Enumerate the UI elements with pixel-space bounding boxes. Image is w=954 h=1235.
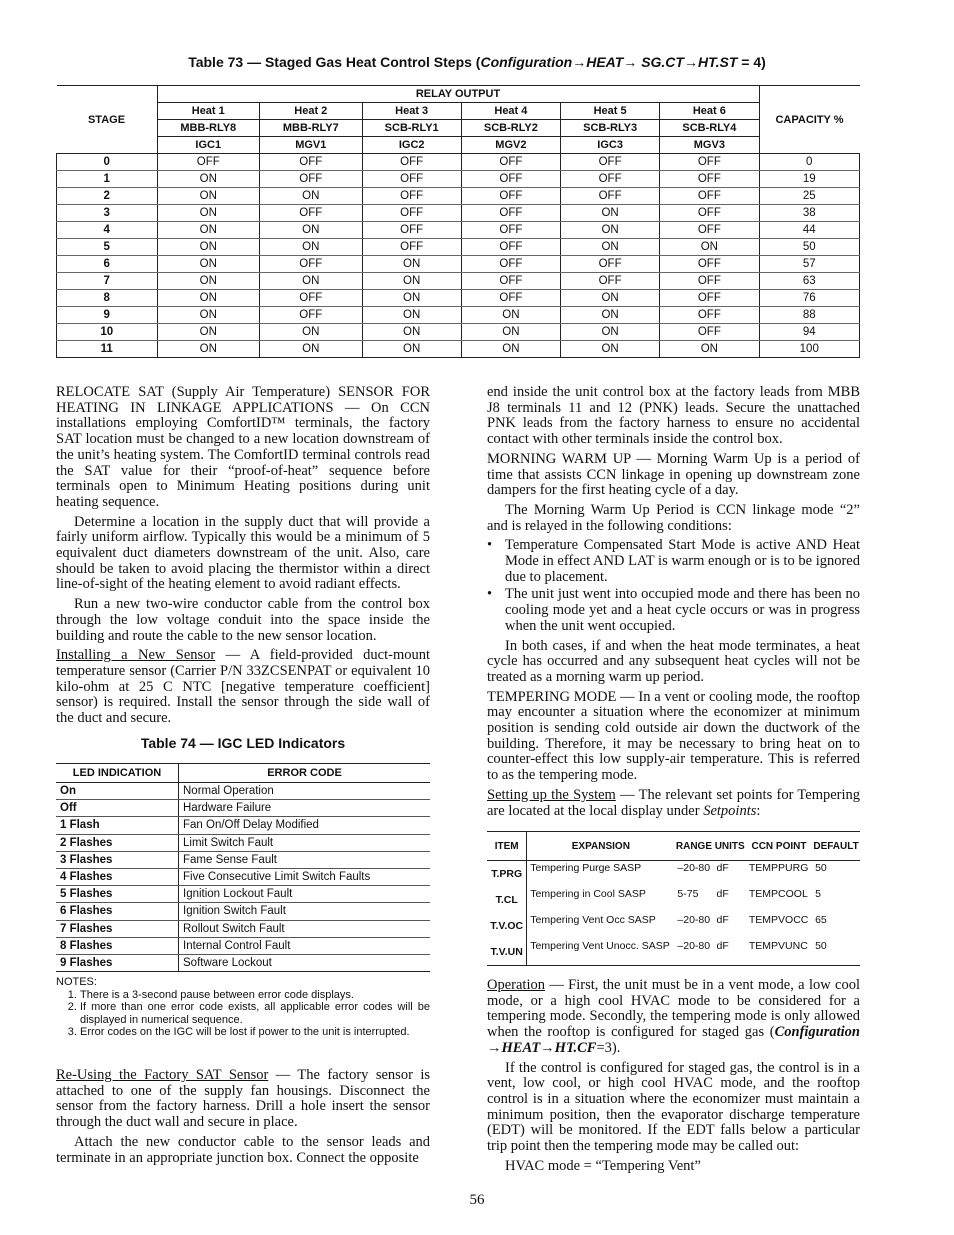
- stage-number: 7: [57, 273, 158, 290]
- setpoint-item: T.CL: [487, 887, 527, 913]
- setpoint-expansion: Tempering Vent Occ SASP: [530, 914, 656, 926]
- relay-state: OFF: [260, 154, 363, 171]
- right-column-bottom: [487, 978, 860, 1178]
- led-indication: 2 Flashes: [56, 834, 179, 851]
- led-row: [56, 886, 430, 903]
- led-row: [56, 937, 430, 954]
- relay-state: ON: [260, 239, 363, 256]
- relay-state: OFF: [461, 290, 560, 307]
- led-row: [56, 800, 430, 817]
- stage-number: 6: [57, 256, 158, 273]
- setpoint-ccn-point: TEMPVOCC: [748, 914, 809, 926]
- tempering-mode-paragraph: TEMPERING MODE — In a vent or cooling mode, the rooftop may encounter a situation where the economizer at minimum position is sending cold outside air down the ductwork of the building. Therefore, it may be necessary to bring heat on to counter-effect this low supply-air temperature. This is referred to as the tempering mode.: [487, 688, 860, 784]
- stage-row: [57, 205, 860, 222]
- led-indication: 7 Flashes: [56, 920, 179, 937]
- relay-state: ON: [362, 273, 461, 290]
- bullet-item: • Temperature Compensated Start Mode is active AND Heat Mode in effect AND LAT is warm enough or is to be ignored due to placement.: [487, 537, 860, 585]
- relay-state: ON: [660, 239, 759, 256]
- staged-gas-paragraph: If the control is configured for staged gas, the control is in a vent, low cool, or high cool HVAC mode, and the rooftop control is in a situation where the economizer must maintain a minimum position, then the evaporator discharge temperature (EDT) will be monitored. If the EDT falls below a particular trip point then the tempering mode may be called out:: [487, 1059, 860, 1155]
- setting-up-paragraph: Setting up the System — The relevant set points for Tempering are located at the local display under Setpoints:: [487, 786, 861, 819]
- heat-label: Heat 4: [461, 103, 560, 120]
- relay-state: OFF: [157, 154, 260, 171]
- relay-state: OFF: [660, 290, 759, 307]
- relay-state: OFF: [362, 171, 461, 188]
- relay-state: OFF: [561, 256, 660, 273]
- relay-label: SCB-RLY4: [660, 120, 759, 137]
- setpoint-expansion: Tempering Purge SASP: [530, 862, 642, 874]
- led-notes: [56, 976, 430, 1039]
- relay-label: MBB-RLY7: [260, 120, 363, 137]
- led-indication: Off: [56, 800, 179, 817]
- relay-state: ON: [561, 239, 660, 256]
- led-row: [56, 954, 430, 971]
- setpoint-row: [487, 887, 860, 913]
- relay-state: OFF: [660, 222, 759, 239]
- relay-state: OFF: [660, 205, 759, 222]
- led-row: [56, 834, 430, 851]
- setpoint-range: –20-80: [677, 914, 711, 926]
- heat-label: Heat 6: [660, 103, 759, 120]
- relay-state: OFF: [660, 188, 759, 205]
- attach-cable-paragraph: Attach the new conductor cable to the sensor leads and terminate in an appropriate junction box. Connect the opposite: [56, 1133, 430, 1166]
- relay-state: OFF: [561, 273, 660, 290]
- capacity-value: 19: [759, 171, 860, 188]
- stage-number: 11: [57, 341, 158, 358]
- reuse-sensor-heading: Re-Using the Factory SAT Sensor: [56, 1067, 269, 1083]
- led-indication: 1 Flash: [56, 817, 179, 834]
- stage-number: 1: [57, 171, 158, 188]
- gas-label: IGC1: [157, 137, 260, 154]
- led-indication: 6 Flashes: [56, 903, 179, 920]
- relay-state: ON: [260, 222, 363, 239]
- gas-label: MGV2: [461, 137, 560, 154]
- relay-state: ON: [157, 290, 260, 307]
- setpoint-item: T.V.UN: [487, 939, 527, 966]
- relay-state: ON: [561, 205, 660, 222]
- setpoint-ccn-point: TEMPCOOL: [748, 888, 808, 900]
- stage-row: [57, 273, 860, 290]
- relay-state: OFF: [362, 205, 461, 222]
- right-column: [487, 385, 860, 823]
- capacity-value: 25: [759, 188, 860, 205]
- hvac-mode-line: HVAC mode = “Tempering Vent”: [505, 1157, 701, 1174]
- relay-output-header: RELAY OUTPUT: [157, 86, 759, 103]
- relay-state: ON: [461, 307, 560, 324]
- relay-state: ON: [157, 171, 260, 188]
- error-code: Limit Switch Fault: [179, 834, 431, 851]
- led-row: [56, 783, 430, 800]
- relay-state: ON: [157, 256, 260, 273]
- setpoint-units: dF: [716, 888, 729, 900]
- operation-heading: Operation: [487, 977, 545, 993]
- setpoint-expansion: Tempering Vent Unocc. SASP: [527, 939, 675, 966]
- led-row: [56, 868, 430, 885]
- error-code-header: ERROR CODE: [179, 764, 431, 783]
- setpoint-header: ITEM: [487, 832, 527, 861]
- capacity-value: 44: [759, 222, 860, 239]
- error-code: Rollout Switch Fault: [179, 920, 431, 937]
- stage-number: 9: [57, 307, 158, 324]
- operation-paragraph: Operation — First, the unit must be in a vent mode, a low cool mode, or a high cool HVAC mode to be considered for a tempering mode. Secondly, the tempering mode is only allowed when the rooftop is configured for staged gas (Configuration →HEAT→HT.CF=3).: [487, 977, 860, 1056]
- relay-state: OFF: [362, 239, 461, 256]
- stage-row: [57, 307, 860, 324]
- capacity-value: 88: [759, 307, 860, 324]
- stage-row: [57, 290, 860, 307]
- setpoint-ccn-point: TEMPPURG: [748, 862, 809, 874]
- led-indication: 5 Flashes: [56, 886, 179, 903]
- relay-state: ON: [362, 290, 461, 307]
- stage-number: 2: [57, 188, 158, 205]
- stage-row: [57, 324, 860, 341]
- note-item: 1. There is a 3-second pause between error code displays.: [80, 989, 430, 1002]
- relay-state: ON: [260, 273, 363, 290]
- stage-number: 8: [57, 290, 158, 307]
- setpoint-ccn-point: TEMPVUNC: [746, 939, 812, 966]
- relay-state: OFF: [461, 222, 560, 239]
- setpoint-row: [487, 913, 860, 939]
- relay-state: ON: [157, 205, 260, 222]
- led-indication: 4 Flashes: [56, 868, 179, 885]
- stage-number: 4: [57, 222, 158, 239]
- stage-number: 10: [57, 324, 158, 341]
- relay-state: OFF: [461, 256, 560, 273]
- relay-state: ON: [157, 222, 260, 239]
- factory-leads-paragraph: end inside the unit control box at the factory leads from MBB J8 terminals 11 and 12 (PNK) leads. Secure the unattached PNK leads from the factory harness to ensure no accidental contact with other terminals inside the control box.: [487, 384, 860, 448]
- setpoint-header: EXPANSION: [527, 832, 675, 861]
- relay-state: OFF: [561, 188, 660, 205]
- installing-sensor-paragraph: Installing a New Sensor — A field-provided duct-mount temperature sensor (Carrier P/N 33ZCSENPAT or equivalent 10 kilo-ohm at 25 C NTC [negative temperature coefficient] sensor) is required. Install the sensor through the side wall of the duct and secure.: [56, 647, 430, 727]
- stage-number: 5: [57, 239, 158, 256]
- heat-label: Heat 2: [260, 103, 363, 120]
- stage-header: STAGE: [57, 86, 158, 154]
- relay-state: OFF: [260, 171, 363, 188]
- relay-state: ON: [157, 324, 260, 341]
- setpoint-default: 50: [815, 862, 827, 874]
- relay-state: OFF: [362, 188, 461, 205]
- capacity-header: CAPACITY %: [759, 86, 860, 154]
- relay-state: ON: [362, 324, 461, 341]
- relay-state: OFF: [461, 205, 560, 222]
- relay-state: ON: [260, 324, 363, 341]
- stage-row: [57, 341, 860, 358]
- relay-state: ON: [260, 341, 363, 358]
- reuse-sensor-paragraph: Re-Using the Factory SAT Sensor — The factory sensor is attached to one of the supply fan housings. Disconnect the sensor from the factory harness. Drill a hole insert the sensor through the duct wall and secure in place.: [56, 1067, 430, 1131]
- tempering-setpoints-table: [487, 831, 860, 966]
- relay-state: ON: [362, 341, 461, 358]
- relay-state: OFF: [362, 154, 461, 171]
- relay-state: ON: [157, 239, 260, 256]
- error-code: Normal Operation: [179, 783, 431, 800]
- setpoint-expansion: Tempering in Cool SASP: [530, 888, 646, 900]
- relay-state: OFF: [260, 307, 363, 324]
- setpoint-default: 65: [815, 914, 827, 926]
- capacity-value: 57: [759, 256, 860, 273]
- relay-state: ON: [561, 290, 660, 307]
- relay-state: OFF: [260, 205, 363, 222]
- led-indication: 3 Flashes: [56, 851, 179, 868]
- relay-state: ON: [362, 256, 461, 273]
- relay-state: OFF: [660, 307, 759, 324]
- relay-state: ON: [561, 341, 660, 358]
- note-item: 3. Error codes on the IGC will be lost if power to the unit is interrupted.: [80, 1026, 430, 1039]
- relay-state: OFF: [260, 290, 363, 307]
- bullet-item: • The unit just went into occupied mode and there has been no cooling mode yet and a heat cycle occurs or was in progress when the unit went occupied.: [487, 586, 860, 634]
- setpoint-range: 5-75: [677, 888, 699, 900]
- conductor-cable-paragraph: Run a new two-wire conductor cable from the control box through the low voltage conduit into the space inside the building and route the cable to the new sensor location.: [56, 596, 430, 644]
- setpoint-units: dF: [714, 939, 746, 966]
- page-number: 56: [469, 1192, 485, 1208]
- error-code: Fame Sense Fault: [179, 851, 431, 868]
- notes-title: NOTES:: [56, 976, 97, 988]
- stage-number: 0: [57, 154, 158, 171]
- setpoint-item: T.PRG: [487, 861, 527, 888]
- warmup-conditions-paragraph: The Morning Warm Up Period is CCN linkage mode “2” and is relayed in the following conditions:: [487, 501, 860, 534]
- capacity-value: 50: [759, 239, 860, 256]
- stage-number: 3: [57, 205, 158, 222]
- setpoint-default: 50: [812, 939, 860, 966]
- relay-state: OFF: [362, 222, 461, 239]
- relay-state: OFF: [660, 171, 759, 188]
- relay-label: SCB-RLY3: [561, 120, 660, 137]
- both-cases-paragraph: In both cases, if and when the heat mode terminates, a heat cycle has occurred and any subsequent heat cycles will not be treated as a morning warm up period.: [487, 637, 860, 685]
- led-row: [56, 817, 430, 834]
- relay-label: SCB-RLY2: [461, 120, 560, 137]
- setpoint-range: –20-80: [677, 862, 711, 874]
- led-row: [56, 851, 430, 868]
- duct-location-paragraph: Determine a location in the supply duct that will provide a fairly uniform airflow. Typically this would be a minimum of 5 equivalent duct diameters downstream of the unit. Also, care should be taken to avoid placing the thermistor within a direct line-of-sight of the heating element to avoid radiant effects.: [56, 513, 430, 593]
- led-indication: 8 Flashes: [56, 937, 179, 954]
- relay-state: OFF: [461, 273, 560, 290]
- gas-label: IGC2: [362, 137, 461, 154]
- capacity-value: 94: [759, 324, 860, 341]
- gas-label: IGC3: [561, 137, 660, 154]
- relay-state: OFF: [461, 239, 560, 256]
- relay-state: OFF: [260, 256, 363, 273]
- relocate-sat-paragraph: RELOCATE SAT (Supply Air Temperature) SENSOR FOR HEATING IN LINKAGE APPLICATIONS — On CCN installations employing ComfortID™ terminals, the factory SAT location must be changed to a new location downstream of the unit’s heating system. The ComfortID terminal controls read the SAT value for their “proof-of-heat” sequence before terminals open to Minimum Heating positions during unit heating sequence.: [56, 384, 430, 510]
- setpoint-row: [487, 861, 860, 888]
- heat-label: Heat 5: [561, 103, 660, 120]
- left-column-bottom: [56, 1068, 430, 1170]
- error-code: Internal Control Fault: [179, 937, 431, 954]
- setpoint-header: UNITS: [714, 832, 746, 861]
- relay-state: ON: [260, 188, 363, 205]
- setpoint-units: dF: [716, 914, 729, 926]
- led-indication: 9 Flashes: [56, 954, 179, 971]
- setpoint-header: DEFAULT: [812, 832, 860, 861]
- igc-led-table: [56, 763, 430, 972]
- table-73-title: Table 73 — Staged Gas Heat Control Steps (Configuration→HEAT→ SG.CT→HT.ST = 4): [188, 54, 766, 70]
- led-indication-header: LED INDICATION: [56, 764, 179, 783]
- error-code: Hardware Failure: [179, 800, 431, 817]
- relay-state: ON: [461, 341, 560, 358]
- relay-state: OFF: [461, 154, 560, 171]
- morning-warmup-paragraph: MORNING WARM UP — Morning Warm Up is a period of time that assists CCN linkage in opening up downstream zone dampers for the first heating cycle of a day.: [487, 450, 860, 499]
- error-code: Software Lockout: [179, 954, 431, 971]
- relay-state: ON: [157, 188, 260, 205]
- error-code: Ignition Lockout Fault: [179, 886, 431, 903]
- relay-state: ON: [461, 324, 560, 341]
- relay-state: ON: [660, 341, 759, 358]
- capacity-value: 63: [759, 273, 860, 290]
- setpoint-header: CCN POINT: [746, 832, 812, 861]
- relay-state: ON: [561, 324, 660, 341]
- table-74-title: Table 74 — IGC LED Indicators: [140, 735, 346, 751]
- relay-state: OFF: [561, 171, 660, 188]
- led-row: [56, 903, 430, 920]
- relay-state: OFF: [461, 171, 560, 188]
- capacity-value: 0: [759, 154, 860, 171]
- setpoint-default: 5: [815, 888, 821, 900]
- setting-up-heading: Setting up the System: [487, 786, 616, 803]
- stage-row: [57, 256, 860, 273]
- heat-label: Heat 3: [362, 103, 461, 120]
- relay-state: ON: [157, 307, 260, 324]
- capacity-value: 38: [759, 205, 860, 222]
- setpoint-item: T.V.OC: [487, 913, 527, 939]
- led-row: [56, 920, 430, 937]
- relay-state: ON: [561, 222, 660, 239]
- relay-state: ON: [157, 341, 260, 358]
- installing-sensor-heading: Installing a New Sensor: [56, 647, 216, 664]
- stage-row: [57, 188, 860, 205]
- relay-state: OFF: [660, 324, 759, 341]
- relay-state: ON: [362, 307, 461, 324]
- relay-state: OFF: [660, 154, 759, 171]
- relay-state: ON: [561, 307, 660, 324]
- error-code: Five Consecutive Limit Switch Faults: [179, 868, 431, 885]
- stage-row: [57, 239, 860, 256]
- left-column: [56, 385, 430, 731]
- relay-label: MBB-RLY8: [157, 120, 260, 137]
- relay-label: SCB-RLY1: [362, 120, 461, 137]
- setpoint-row: [487, 939, 860, 966]
- capacity-value: 100: [759, 341, 860, 358]
- heat-label: Heat 1: [157, 103, 260, 120]
- relay-state: ON: [157, 273, 260, 290]
- led-indication: On: [56, 783, 179, 800]
- setpoint-range: –20-80: [674, 939, 713, 966]
- setpoint-header: RANGE: [674, 832, 713, 861]
- stage-row: [57, 171, 860, 188]
- gas-label: MGV3: [660, 137, 759, 154]
- relay-state: OFF: [660, 256, 759, 273]
- gas-label: MGV1: [260, 137, 363, 154]
- staged-gas-heat-table: [56, 85, 860, 358]
- note-item: 2. If more than one error code exists, all applicable error codes will be displayed in numerical sequence.: [80, 1001, 430, 1026]
- error-code: Ignition Switch Fault: [179, 903, 431, 920]
- error-code: Fan On/Off Delay Modified: [179, 817, 431, 834]
- stage-row: [57, 222, 860, 239]
- relay-state: OFF: [561, 154, 660, 171]
- setpoint-units: dF: [716, 862, 729, 874]
- stage-row: [57, 154, 860, 171]
- capacity-value: 76: [759, 290, 860, 307]
- relay-state: OFF: [660, 273, 759, 290]
- relay-state: OFF: [461, 188, 560, 205]
